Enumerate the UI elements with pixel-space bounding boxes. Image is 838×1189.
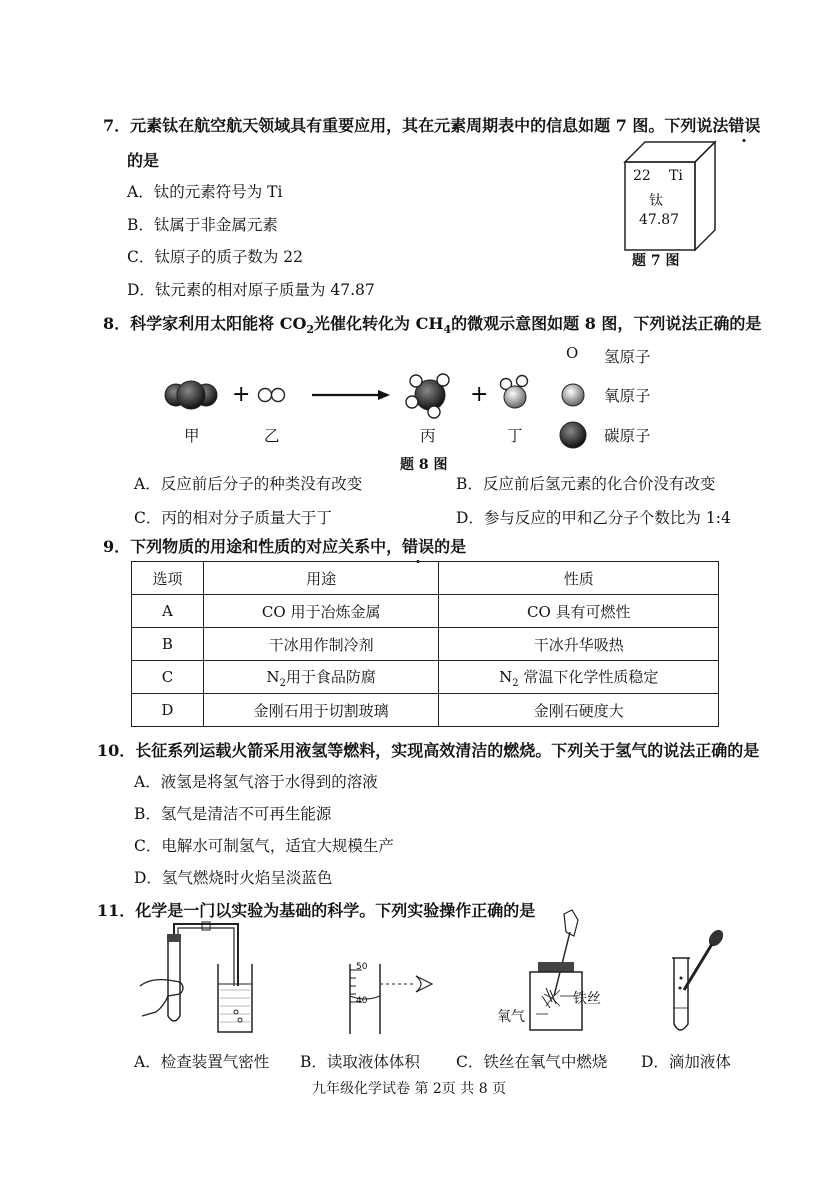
q10-stem: 10．长征系列运载火箭采用液氢等燃料，实现高效清洁的燃烧。下列关于氢气的说法正确的是 [97, 741, 760, 760]
legend-oxygen-atom [562, 384, 584, 406]
row-use: CO 用于冶炼金属 [203, 595, 439, 628]
q7-option-a: A．钛的元素符号为 Ti [127, 183, 283, 201]
n2-subscript: 2 [279, 677, 286, 689]
property-text: 常温下化学性质稳定 [518, 667, 659, 686]
q7-option-d: D．钛元素的相对原子质量为 47.87 [127, 281, 375, 299]
molecule-bing-ch4 [406, 374, 449, 418]
oxygen-label: 氧气 [497, 1009, 525, 1025]
q8-stem-post: 的微观示意图如题 8 图，下列说法正确的是 [451, 314, 762, 333]
n2-symbol: N [499, 667, 513, 686]
page-footer: 九年级化学试卷 第 2页 共 8 页 [312, 1081, 507, 1097]
row-property: 金刚石硬度大 [439, 694, 719, 727]
element-cube-outline [623, 140, 735, 265]
q7-stem [103, 113, 760, 136]
q9-stem [103, 534, 466, 557]
q11-option-c: C．铁丝在氧气中燃烧 [456, 1053, 608, 1071]
q9-emphasis: 错误 [402, 537, 435, 556]
row-use [203, 661, 439, 694]
legend-hydrogen: 氢原子 [604, 348, 651, 366]
molecule-jia-co2 [165, 381, 217, 409]
q8-sub-4: 4 [443, 323, 452, 337]
q7-stem-cont: 的是 [127, 151, 160, 170]
q10-option-c: C．电解水可制氢气，适宜大规模生产 [134, 837, 394, 855]
row-option: C [132, 661, 204, 694]
molecule-yi-h2 [259, 389, 285, 402]
table-row [132, 661, 719, 694]
q8-option-c: C．丙的相对分子质量大于丁 [134, 509, 332, 527]
element-mass: 47.87 [639, 212, 680, 228]
figure-dropper [664, 928, 734, 1038]
q8-stem-pre: 8．科学家利用太阳能将 CO [103, 314, 307, 333]
legend-carbon: 碳原子 [604, 427, 651, 445]
iron-wire-label: 铁丝 [573, 991, 601, 1007]
q9-stem-end: 的是 [434, 537, 467, 556]
q11-stem: 11．化学是一门以实验为基础的科学。下列实验操作正确的是 [97, 901, 536, 920]
header-property: 性质 [439, 562, 719, 595]
legend-carbon-atom [560, 422, 586, 448]
table-header-row [132, 562, 719, 595]
row-option: A [132, 595, 204, 628]
q11-option-a: A．检查装置气密性 [134, 1053, 270, 1071]
q8-sub-2: 2 [306, 323, 315, 337]
label-jia: 甲 [184, 427, 200, 445]
legend-oxygen: 氧原子 [604, 387, 651, 405]
q8-option-a: A．反应前后分子的种类没有改变 [134, 475, 363, 493]
q10-option-d: D．氢气燃烧时火焰呈淡蓝色 [134, 869, 333, 887]
q8-stem [103, 311, 761, 336]
figure-airtightness-check [140, 920, 250, 1040]
q7-option-c: C．钛原子的质子数为 22 [127, 248, 304, 266]
element-cell-figure [623, 140, 735, 265]
table-row [132, 694, 719, 727]
q7-option-b: B．钛属于非金属元素 [127, 216, 278, 234]
q8-option-b: B．反应前后氢元素的化合价没有改变 [456, 475, 716, 493]
label-bing: 丙 [420, 427, 436, 445]
legend-atoms [560, 384, 586, 448]
row-property: CO 具有可燃性 [439, 595, 719, 628]
row-use: 金刚石用于切割玻璃 [203, 694, 439, 727]
plus-sign: + [232, 382, 251, 407]
q7-emphasis: 错误 [728, 116, 761, 135]
row-property: 干冰升华吸热 [439, 628, 719, 661]
header-option: 选项 [132, 562, 204, 595]
q10-option-b: B．氢气是清洁不可再生能源 [134, 805, 332, 823]
q11-option-d: D．滴加液体 [641, 1053, 731, 1071]
n2-symbol: N [266, 667, 280, 686]
label-yi: 乙 [264, 427, 280, 445]
q11-option-b: B．读取液体体积 [300, 1053, 420, 1071]
use-text: 用于食品防腐 [285, 667, 376, 686]
q8-caption: 题 8 图 [400, 457, 448, 473]
table-row [132, 595, 719, 628]
element-number: 22 [633, 168, 651, 184]
q10-option-a: A．液氢是将氢气溶于水得到的溶液 [134, 773, 378, 791]
element-symbol: Ti [669, 168, 683, 184]
q8-stem-mid: 光催化转化为 CH [314, 314, 444, 333]
cylinder-mark-50: 50 [356, 962, 368, 972]
label-ding: 丁 [507, 427, 523, 445]
row-option: B [132, 628, 204, 661]
q9-table [131, 561, 719, 727]
header-use: 用途 [203, 562, 439, 595]
row-property [439, 661, 719, 694]
plus-sign-2: + [470, 382, 489, 407]
q9-stem-text: 9．下列物质的用途和性质的对应关系中， [103, 537, 403, 556]
q8-option-d: D．参与反应的甲和乙分子个数比为 1:4 [456, 509, 731, 527]
n2-subscript: 2 [512, 677, 519, 689]
reaction-arrow [312, 390, 390, 400]
molecule-ding-h2o [501, 376, 528, 409]
q7-stem-text: 7．元素钛在航空航天领域具有重要应用，其在元素周期表中的信息如题 7 图。下列说法 [103, 116, 729, 135]
element-name: 钛 [649, 193, 663, 209]
cylinder-mark-40: 40 [356, 996, 368, 1006]
legend-h-symbol: O [566, 344, 579, 362]
row-option: D [132, 694, 204, 727]
row-use: 干冰用作制冷剂 [203, 628, 439, 661]
figure-iron-burning [520, 910, 620, 1040]
q7-caption: 题 7 图 [632, 253, 680, 269]
table-row [132, 628, 719, 661]
